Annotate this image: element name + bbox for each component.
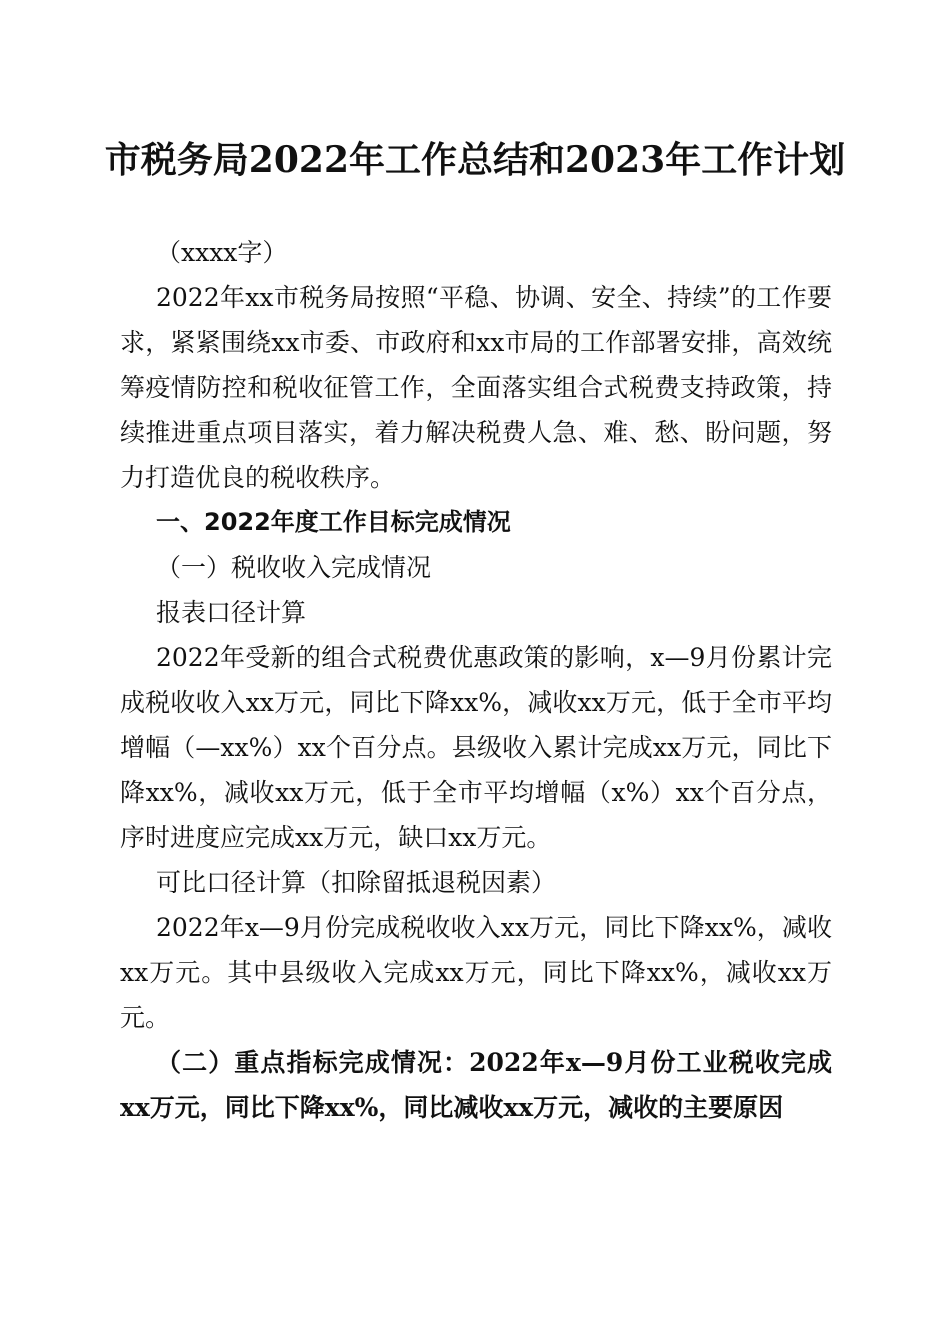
word-count: （xxxx字） bbox=[156, 238, 288, 267]
section-heading: 一、2022年度工作目标完成情况 bbox=[156, 508, 511, 536]
subsection-heading: （一）税收收入完成情况 bbox=[156, 553, 432, 582]
comparable-basis-paragraph: 2022年x—9月份完成税收收入xx万元，同比下降xx%，减收xx万元。其中县级收入完成xx万元，同比下降xx%，减收xx万元。 bbox=[120, 913, 832, 1032]
key-indicators-paragraph: （二）重点指标完成情况：2022年x—9月份工业税收完成xx万元，同比下降xx%，同比减收xx万元，减收的主要原因 bbox=[120, 1048, 832, 1122]
intro-paragraph: 2022年xx市税务局按照“平稳、协调、安全、持续”的工作要求，紧紧围绕xx市委、市政府和xx市局的工作部署安排，高效统筹疫情防控和税收征管工作，全面落实组合式税费支持政策，持续推进重点项目落实，着力解决税费人急、难、愁、盼问题，努力打造优良的税收秩序。 bbox=[120, 283, 832, 492]
comparable-basis-label: 可比口径计算（扣除留抵退税因素） bbox=[156, 868, 557, 897]
report-basis-label: 报表口径计算 bbox=[156, 598, 307, 627]
report-basis-paragraph: 2022年受新的组合式税费优惠政策的影响，x—9月份累计完成税收收入xx万元，同比下降xx%，减收xx万元，低于全市平均增幅（—xx%）xx个百分点。县级收入累计完成xx万元，同比下降xx%，减收xx万元，低于全市平均增幅（x%）xx个百分点，序时进度应完成xx万元，缺口xx万元。 bbox=[120, 643, 832, 852]
document-body bbox=[120, 230, 832, 1130]
document-title: 市税务局2022年工作总结和2023年工作计划 bbox=[104, 139, 846, 181]
